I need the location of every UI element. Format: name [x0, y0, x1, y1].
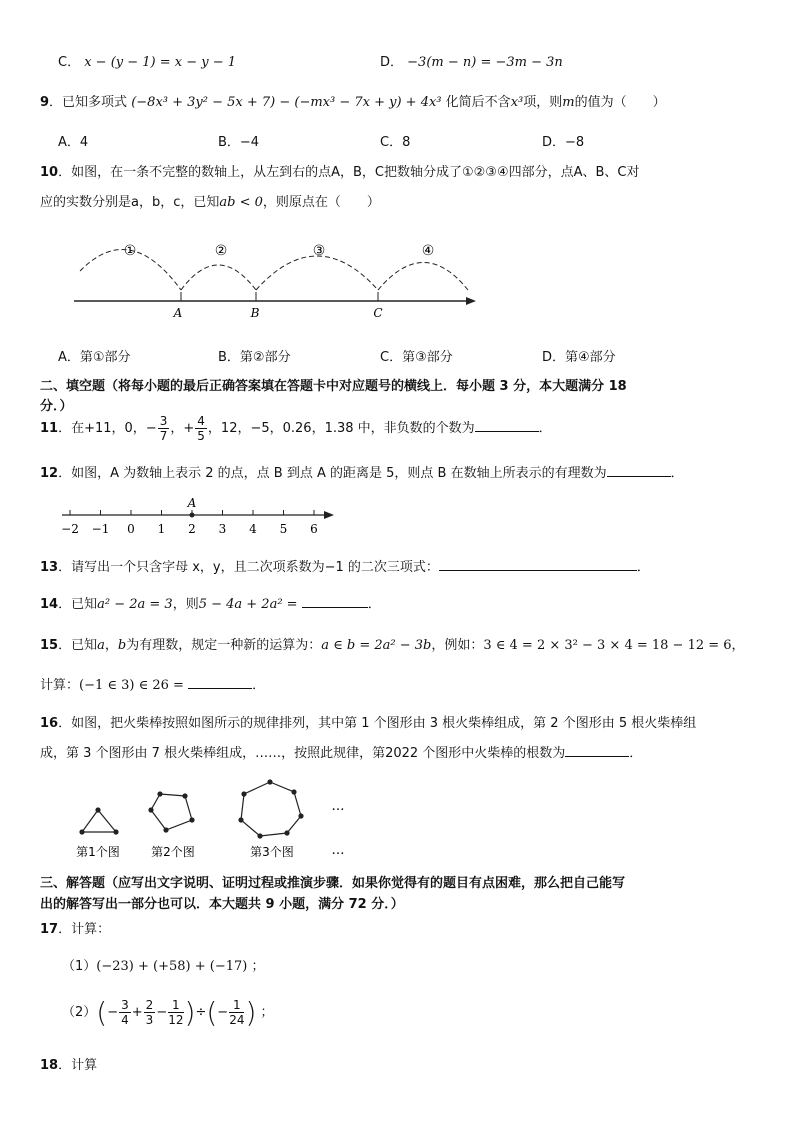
q13-stem	[40, 556, 650, 575]
q11-frac2-num: 4	[197, 414, 205, 428]
q10-stem-line2	[40, 191, 380, 210]
q10-number: 10	[40, 165, 59, 180]
q12-tick-label: 3	[218, 522, 227, 536]
fig-label-3: 第3个图	[250, 845, 294, 859]
q11-end: ．	[538, 421, 552, 436]
q10-line2b: ，则原点在（ ）	[262, 195, 380, 210]
q17-fraction-1	[119, 998, 131, 1027]
q9-term: x³	[510, 95, 524, 110]
fig-ellipsis-bottom: …	[331, 843, 345, 858]
q8-option-c-expr: x − (y − 1) = x − y − 1	[84, 55, 237, 70]
section-3-heading-line2: 出的解答写出一部分也可以．本大题共 9 小题，满分 72 分．）	[40, 897, 404, 912]
part-label-2: ②	[214, 243, 228, 259]
section-2-heading-line2: 分．）	[40, 399, 73, 414]
q10-option-d: D．第④部分	[542, 350, 616, 365]
q14-end: ．	[367, 597, 381, 612]
q13-number: 13	[40, 560, 59, 575]
q17-fraction-4	[229, 998, 244, 1027]
q16-number: 16	[40, 716, 59, 731]
q12-end: ．	[670, 466, 684, 481]
q9-text-a: ．已知多项式	[49, 95, 128, 110]
q12-axis-arrow	[324, 511, 334, 519]
q12-number: 12	[40, 466, 59, 481]
q13-end: ．	[636, 560, 650, 575]
q11-stem	[40, 414, 552, 443]
q9-text-d: 的值为（ ）	[574, 95, 666, 110]
q11-text-b: ，12，−5，0.26，1.38 中，非负数的个数为	[207, 421, 475, 436]
q17-f3-num: 1	[168, 998, 183, 1013]
q11-frac2-den: 5	[197, 429, 205, 443]
q17-f2-den: 3	[145, 1013, 154, 1027]
q12-point-a-label: A	[187, 496, 197, 510]
q17-part-1-end: ；	[251, 959, 265, 974]
q17-part-1	[62, 955, 265, 974]
q9-option-d: D．−8	[542, 135, 585, 150]
q11-number: 11	[40, 421, 59, 436]
q9-var: m	[562, 95, 575, 110]
q13-answer-blank[interactable]	[439, 557, 637, 571]
q15-example: 3 ∈ 4 = 2 × 3² − 3 × 4 = 18 − 12 = 6	[483, 638, 732, 653]
q17-title	[40, 918, 110, 937]
q15-text-a: ．已知	[58, 638, 98, 653]
q9-expression: (−8x³ + 3y² − 5x + 7) − (−mx³ − 7x + y) + 4x³	[131, 95, 442, 110]
q9-stem	[40, 91, 666, 110]
q14-given: a² − 2a = 3	[97, 597, 173, 612]
q17-f1-den: 4	[121, 1013, 129, 1027]
q8-option-d-expr: −3(m − n) = −3m − 3n	[407, 55, 563, 70]
q15-number: 15	[40, 638, 59, 653]
q11-text-a: ．在+11，0，	[58, 421, 146, 436]
arc-part-2	[181, 265, 256, 290]
matchstick-pentagon	[151, 794, 192, 830]
q12-tick-label: 4	[249, 522, 257, 536]
q15-stem	[40, 634, 745, 653]
q13-text: ．请写出一个只含字母 x，y，且二次项系数为−1 的二次三项式：	[58, 560, 439, 575]
q10-condition: ab < 0	[219, 195, 263, 210]
q17-f3-den: 12	[168, 1013, 184, 1027]
q12-tick-label: 0	[127, 522, 135, 536]
q17-title-text: ．计算：	[58, 922, 111, 937]
q17-f2-num: 2	[145, 998, 154, 1012]
point-label-c: C	[373, 306, 383, 320]
q12-tick-label: −2	[61, 522, 79, 536]
q16-line1: ．如图，把火柴棒按照如图所示的规律排列，其中第 1 个图形由 3 根火柴棒组成，第 2 个图形由 5 根火柴棒组	[58, 716, 697, 731]
q17-f4-sign: −	[217, 1005, 229, 1020]
q15-text-b: 为有理数，规定一种新的运算为：	[126, 638, 322, 653]
q14-expression: 5 − 4a + 2a² =	[198, 597, 298, 612]
q10-line2a: 应的实数分别是a，b，c，已知	[40, 195, 220, 210]
q10-option-c: C．第③部分	[380, 350, 453, 365]
q15-var-a: a	[97, 638, 105, 653]
q17-fraction-2	[144, 998, 156, 1027]
q10-option-a: A．第①部分	[58, 350, 131, 365]
q15-calc-label: 计算：	[40, 678, 80, 693]
q15-definition: a ∈ b = 2a² − 3b	[321, 638, 432, 653]
q12-ticks	[61, 510, 318, 536]
point-label-a: A	[173, 306, 183, 320]
fig-label-2: 第2个图	[151, 845, 195, 859]
q10-option-b: B．第②部分	[218, 350, 291, 365]
q12-answer-blank[interactable]	[607, 463, 671, 477]
q8-option-d-label: D．	[380, 55, 404, 70]
q17-f1-num: 3	[121, 998, 129, 1012]
q12-tick-label: 2	[188, 522, 196, 536]
q16-figure	[0, 770, 794, 862]
q17-part-2-end: ；	[260, 1005, 274, 1020]
q14-number: 14	[40, 597, 59, 612]
fig-ellipsis-top: …	[331, 799, 345, 814]
q12-tick-label: 6	[310, 522, 318, 536]
q15-text-d: ，	[731, 638, 745, 653]
arc-part-4	[378, 263, 468, 291]
q12-text: ．如图，A 为数轴上表示 2 的点，点 B 到点 A 的距离是 5，则点 B 在数轴上所表示的有理数为	[58, 466, 607, 481]
q15-end: ．	[252, 678, 266, 693]
q15-comma: ，	[104, 638, 118, 653]
q17-part-2-label: （2）	[62, 1005, 97, 1020]
q12-number-line-figure	[0, 493, 794, 539]
q17-number: 17	[40, 922, 59, 937]
q17-f4-den: 24	[229, 1013, 245, 1027]
q17-part-2: （2）(− $\frac{3}{4}$ + $\frac{2}{3}$ − $\frac{1}{12}$ )÷(− $\frac{1}{24}$ ) ；	[62, 996, 274, 1029]
q8-option-c-label: C．	[58, 55, 81, 70]
q17-f1-sign: −	[107, 1005, 119, 1020]
q14-text-b: ，则	[172, 597, 199, 612]
q9-text-c: 项，则	[523, 95, 563, 110]
q18-number: 18	[40, 1058, 59, 1073]
q17-div: ÷	[195, 1005, 207, 1020]
part-label-4: ④	[421, 243, 435, 259]
q10-figure	[0, 230, 794, 330]
q17-f4-num: 1	[229, 998, 244, 1013]
q15-text-c: ，例如：	[431, 638, 484, 653]
q15-answer-blank[interactable]	[188, 675, 252, 689]
q17-op2: −	[156, 1005, 168, 1020]
q14-stem	[40, 593, 381, 612]
q8-option-c	[58, 51, 236, 70]
q17-fraction-3	[168, 998, 183, 1027]
q16-stem-line1	[40, 712, 696, 731]
q15-calc-expr: (−1 ∈ 3) ∈ 26 =	[79, 678, 184, 693]
point-label-b: B	[250, 306, 260, 320]
q11-frac2-sign: +	[183, 421, 195, 436]
q16-answer-blank[interactable]	[565, 743, 629, 757]
q12-stem	[40, 462, 684, 481]
q9-number: 9	[40, 95, 50, 110]
q12-point-a	[190, 513, 195, 518]
q9-option-c: C．8	[380, 135, 411, 150]
q11-frac1-den: 7	[159, 429, 168, 443]
q11-fraction-2	[195, 414, 207, 443]
q11-frac1-sign: −	[145, 421, 157, 436]
q10-stem-line1	[40, 161, 640, 180]
q16-line2: 成，第 3 个图形由 7 根火柴棒组成，……，按照此规律，第2022 个图形中火柴棒的根数为	[40, 746, 566, 761]
q16-end: ．	[629, 746, 643, 761]
q15-var-b: b	[117, 638, 127, 653]
q9-option-b: B．−4	[218, 135, 260, 150]
q12-tick-label: 1	[157, 522, 166, 536]
q14-text-a: ．已知	[58, 597, 98, 612]
q11-frac1-num: 3	[159, 414, 168, 428]
q8-option-d	[380, 51, 563, 70]
number-line-arrow	[466, 297, 476, 305]
q11-sep: ，	[170, 421, 184, 436]
arc-part-3	[256, 256, 378, 290]
q15-calc	[40, 674, 265, 693]
q11-answer-blank[interactable]	[475, 418, 539, 432]
section-2-heading-line1: 二、填空题（将每小题的最后正确答案填在答题卡中对应题号的横线上．每小题 3 分，本大题满分 18	[40, 379, 627, 394]
q17-op1: +	[131, 1005, 143, 1020]
q18-title	[40, 1054, 97, 1073]
q9-text-b: 化简后不含	[445, 95, 511, 110]
q12-tick-label: 5	[279, 522, 288, 536]
q17-part-1-expr: (−23) + (+58) + (−17)	[96, 959, 248, 974]
part-label-3: ③	[312, 243, 326, 259]
q10-line1: ．如图，在一条不完整的数轴上，从左到右的点A，B，C把数轴分成了①②③④四部分，点A、B、C对	[58, 165, 640, 180]
q11-fraction-1	[158, 414, 170, 443]
fig-label-1: 第1个图	[76, 845, 120, 859]
q17-part-1-label: （1）	[62, 959, 97, 974]
q16-stem-line2	[40, 742, 642, 761]
matchstick-triangle	[82, 810, 116, 832]
part-label-1: ①	[123, 243, 137, 259]
q12-tick-label: −1	[91, 522, 110, 536]
q18-title-text: ．计算	[58, 1058, 98, 1073]
section-3-heading-line1: 三、解答题（应写出文字说明、证明过程或推演步骤．如果你觉得有的题目有点困难，那么把自己能写	[40, 876, 626, 891]
matchstick-heptagon	[241, 782, 301, 836]
q14-answer-blank[interactable]	[302, 594, 368, 608]
q9-option-a: A．4	[58, 135, 89, 150]
